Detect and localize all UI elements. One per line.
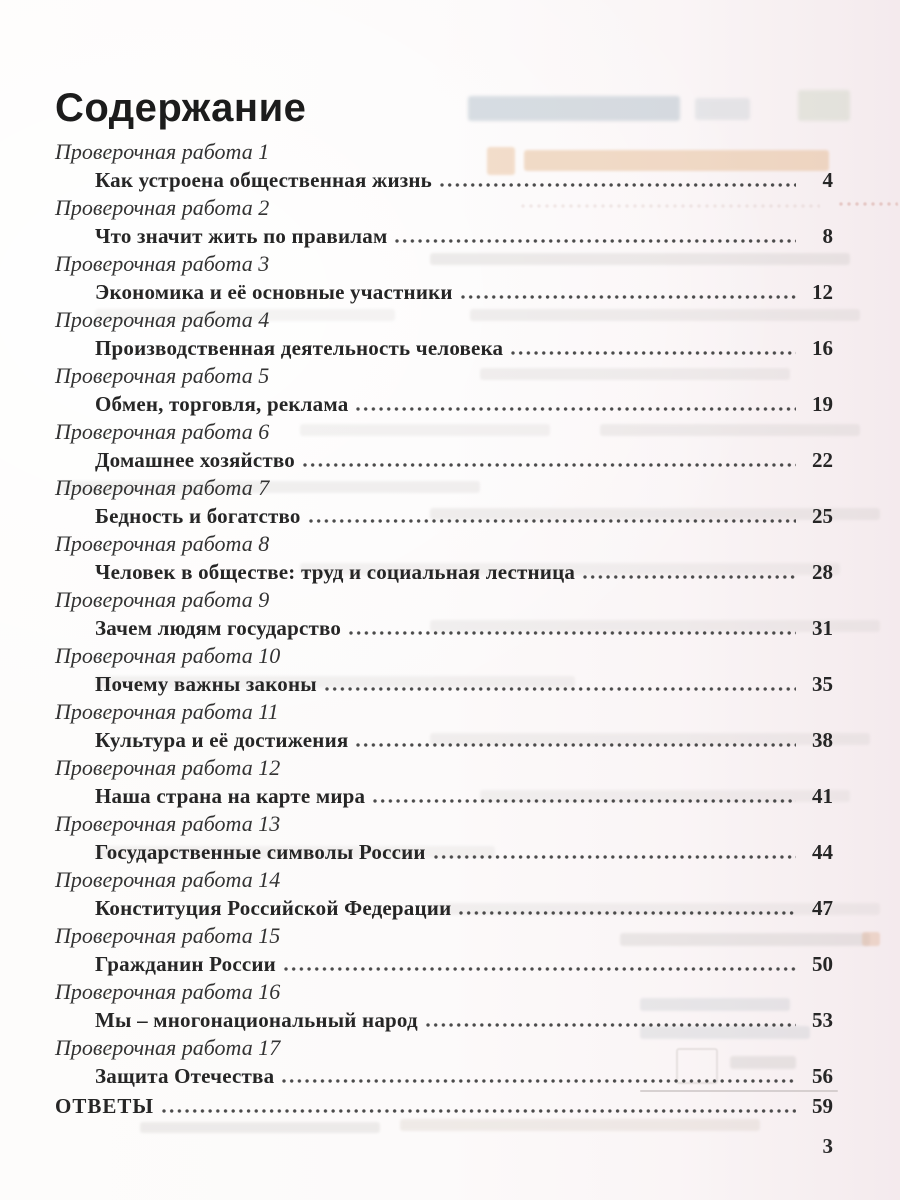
toc-entry-page-number: 35 bbox=[812, 672, 833, 696]
page-number: 3 bbox=[822, 1134, 833, 1158]
toc-entry-heading: Проверочная работа 9 bbox=[55, 587, 270, 612]
toc-entry-row bbox=[55, 278, 833, 306]
toc-entry-heading: Проверочная работа 15 bbox=[55, 923, 281, 948]
toc-entry-title: Что значит жить по правилам bbox=[95, 224, 388, 248]
toc-entry bbox=[55, 978, 833, 1034]
toc-entry bbox=[55, 810, 833, 866]
toc-entry-title: Наша страна на карте мира bbox=[95, 784, 366, 808]
toc-entry-heading: Проверочная работа 17 bbox=[55, 1035, 281, 1060]
toc-entry-title: Государственные символы России bbox=[95, 840, 426, 864]
toc-entry-page-number: 19 bbox=[812, 392, 833, 416]
dot-leader bbox=[283, 964, 796, 974]
toc-entry-title: Обмен, торговля, реклама bbox=[95, 392, 349, 416]
toc-entry-row bbox=[55, 670, 833, 698]
toc-entry-heading: Проверочная работа 13 bbox=[55, 811, 281, 836]
toc-entry-page-number: 31 bbox=[812, 616, 833, 640]
toc-entry-page-number: 12 bbox=[812, 280, 833, 304]
toc-entry-page-number: 53 bbox=[812, 1008, 833, 1032]
toc-entry-heading: Проверочная работа 1 bbox=[55, 139, 270, 164]
toc-entry-title: Культура и её достижения bbox=[95, 728, 349, 752]
toc-entry-heading: Проверочная работа 5 bbox=[55, 363, 270, 388]
dot-leader bbox=[302, 460, 796, 470]
toc-entry-row bbox=[55, 894, 833, 922]
dot-leader bbox=[355, 740, 796, 750]
toc-entry-page-number: 25 bbox=[812, 504, 833, 528]
toc-entry-title: Производственная деятельность человека bbox=[95, 336, 504, 360]
toc-entry-heading: Проверочная работа 14 bbox=[55, 867, 281, 892]
toc-entry-page-number: 4 bbox=[822, 168, 833, 192]
toc-entry-row bbox=[55, 446, 833, 474]
toc-entry bbox=[55, 698, 833, 754]
toc-entry bbox=[55, 362, 833, 418]
toc-entry-heading: Проверочная работа 3 bbox=[55, 251, 270, 276]
toc-entry-row bbox=[55, 838, 833, 866]
dot-leader bbox=[355, 404, 796, 414]
toc-entry-title: Домашнее хозяйство bbox=[95, 448, 295, 472]
toc-entry-heading: Проверочная работа 2 bbox=[55, 195, 270, 220]
answers-page-number: 59 bbox=[812, 1094, 833, 1118]
answers-row bbox=[55, 1092, 833, 1120]
dot-leader bbox=[161, 1106, 796, 1116]
toc-entry-row bbox=[55, 950, 833, 978]
dot-leader bbox=[460, 292, 796, 302]
toc-entry bbox=[55, 194, 833, 250]
toc-entry-page-number: 56 bbox=[812, 1064, 833, 1088]
toc-entry-heading: Проверочная работа 6 bbox=[55, 419, 270, 444]
answers-label: ОТВЕТЫ bbox=[55, 1094, 154, 1118]
toc-entry-row bbox=[55, 390, 833, 418]
toc-entry-page-number: 41 bbox=[812, 784, 833, 808]
toc-entry bbox=[55, 474, 833, 530]
toc-entry bbox=[55, 586, 833, 642]
toc-entry-page-number: 50 bbox=[812, 952, 833, 976]
toc-entry-heading: Проверочная работа 4 bbox=[55, 307, 270, 332]
toc-entry-row bbox=[55, 1006, 833, 1034]
table-of-contents bbox=[55, 138, 833, 1120]
toc-entry bbox=[55, 1034, 833, 1090]
toc-entry bbox=[55, 306, 833, 362]
toc-entry-page-number: 28 bbox=[812, 560, 833, 584]
toc-entry-page-number: 44 bbox=[812, 840, 833, 864]
toc-entry-page-number: 47 bbox=[812, 896, 833, 920]
dot-leader bbox=[433, 852, 796, 862]
toc-entry bbox=[55, 866, 833, 922]
toc-entry-title: Как устроена общественная жизнь bbox=[95, 168, 432, 192]
toc-entry-page-number: 16 bbox=[812, 336, 833, 360]
toc-entry bbox=[55, 418, 833, 474]
dot-leader bbox=[308, 516, 796, 526]
toc-entry bbox=[55, 138, 833, 194]
toc-entry-heading: Проверочная работа 8 bbox=[55, 531, 270, 556]
toc-entry-title: Экономика и её основные участники bbox=[95, 280, 453, 304]
dot-leader bbox=[582, 572, 796, 582]
toc-entry-row bbox=[55, 726, 833, 754]
toc-entry-row bbox=[55, 166, 833, 194]
dot-leader bbox=[510, 348, 796, 358]
toc-entry bbox=[55, 642, 833, 698]
toc-entry-row bbox=[55, 1062, 833, 1090]
toc-entry-heading: Проверочная работа 10 bbox=[55, 643, 281, 668]
toc-entry-row bbox=[55, 614, 833, 642]
toc-entry bbox=[55, 250, 833, 306]
toc-entry bbox=[55, 922, 833, 978]
toc-entry-title: Человек в обществе: труд и социальная лестница bbox=[95, 560, 576, 584]
toc-entry-title: Защита Отечества bbox=[95, 1064, 275, 1088]
toc-entry-title: Конституция Российской Федерации bbox=[95, 896, 452, 920]
toc-entry-row bbox=[55, 502, 833, 530]
toc-entry-title: Зачем людям государство bbox=[95, 616, 342, 640]
toc-entry-row bbox=[55, 334, 833, 362]
dot-leader bbox=[439, 180, 796, 190]
toc-entry bbox=[55, 754, 833, 810]
dot-leader bbox=[372, 796, 796, 806]
dot-leader bbox=[394, 236, 796, 246]
toc-entry-title: Мы – многонациональный народ bbox=[95, 1008, 418, 1032]
toc-entry-row bbox=[55, 222, 833, 250]
page-title: Содержание bbox=[55, 86, 307, 130]
toc-entry-heading: Проверочная работа 12 bbox=[55, 755, 281, 780]
dot-leader bbox=[281, 1076, 796, 1086]
toc-entry-heading: Проверочная работа 7 bbox=[55, 475, 270, 500]
toc-entry-page-number: 8 bbox=[822, 224, 833, 248]
dot-leader bbox=[458, 908, 796, 918]
toc-entry bbox=[55, 530, 833, 586]
dot-leader bbox=[324, 684, 796, 694]
toc-entry-row bbox=[55, 782, 833, 810]
toc-entry-row bbox=[55, 558, 833, 586]
dot-leader bbox=[425, 1020, 796, 1030]
toc-entry-page-number: 22 bbox=[812, 448, 833, 472]
toc-entry-page-number: 38 bbox=[812, 728, 833, 752]
dot-leader bbox=[348, 628, 796, 638]
toc-entry-title: Почему важны законы bbox=[95, 672, 317, 696]
toc-entry-title: Бедность и богатство bbox=[95, 504, 301, 528]
toc-entry-title: Гражданин России bbox=[95, 952, 276, 976]
toc-entry-heading: Проверочная работа 11 bbox=[55, 699, 279, 724]
toc-entry-heading: Проверочная работа 16 bbox=[55, 979, 281, 1004]
